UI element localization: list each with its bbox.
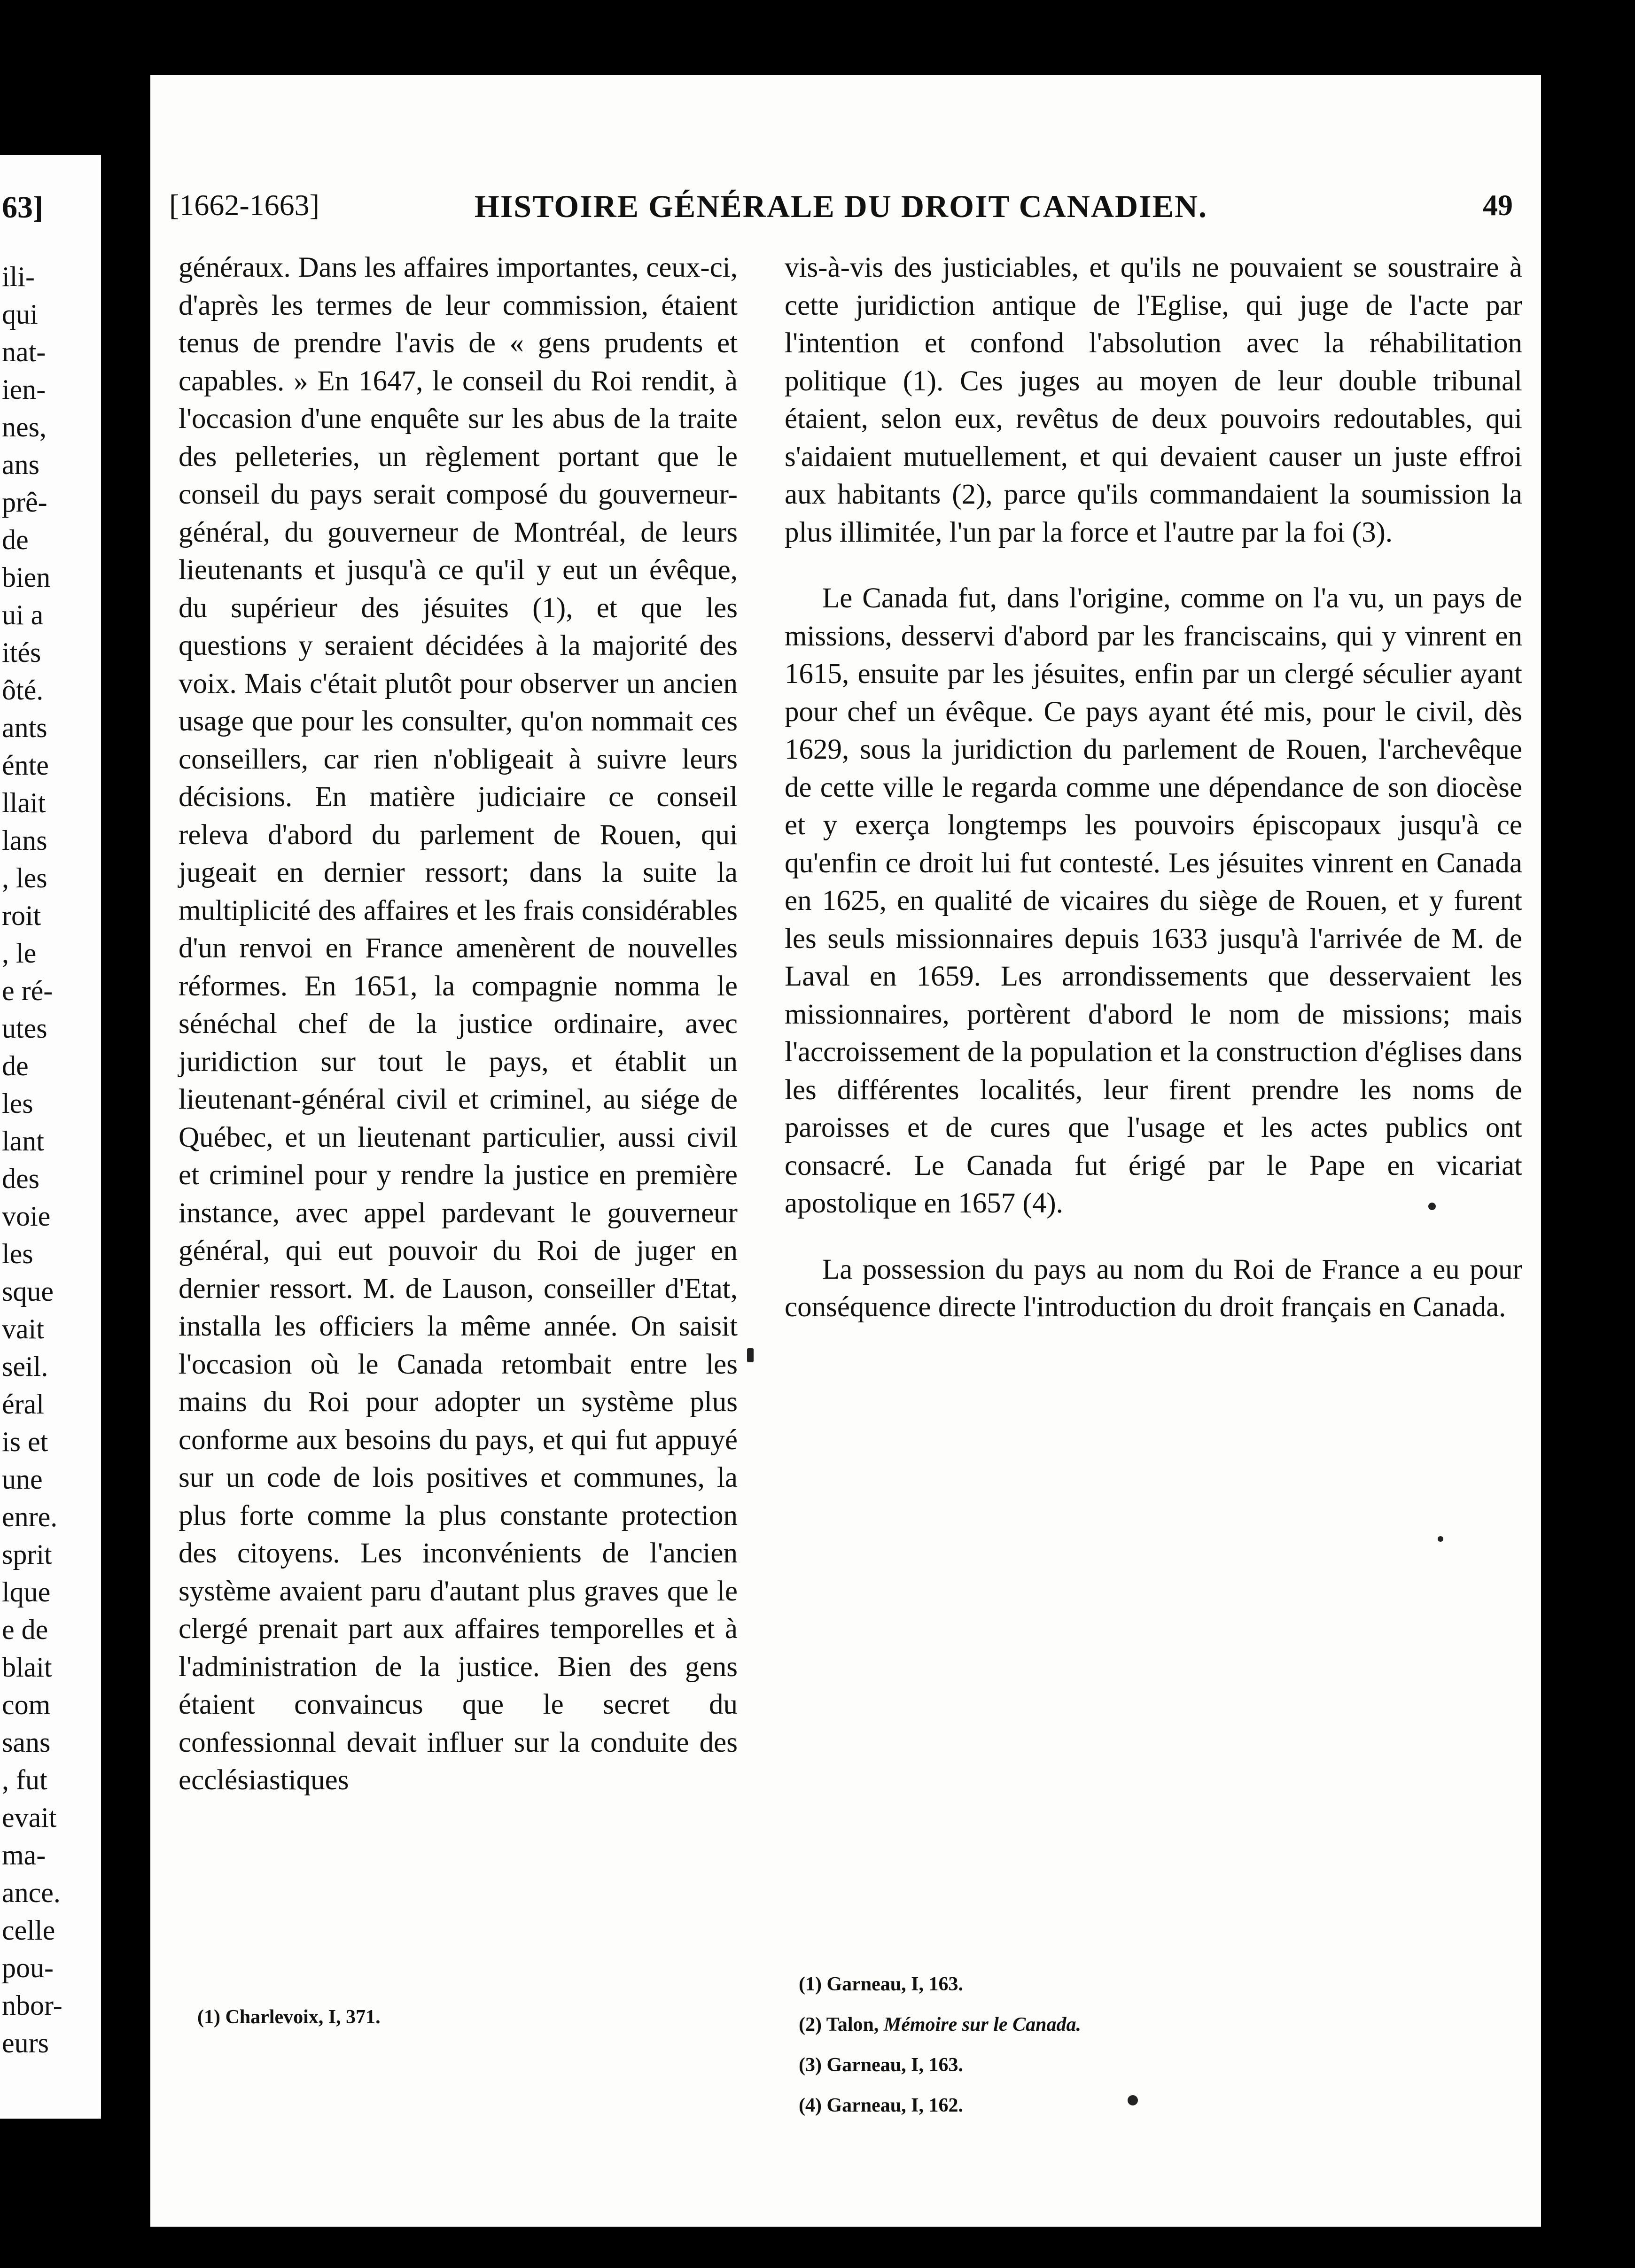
margin-fragment: les bbox=[2, 1088, 33, 1119]
margin-fragment: énte bbox=[2, 750, 49, 781]
margin-fragment: ui a bbox=[2, 599, 44, 630]
margin-fragment: , les bbox=[2, 862, 47, 893]
page-title: HISTOIRE GÉNÉRALE DU DROIT CANADIEN. bbox=[474, 188, 1208, 224]
margin-fragment: nbor- bbox=[2, 1990, 62, 2021]
page-number: 49 bbox=[1483, 188, 1513, 222]
margin-fragment: prê- bbox=[2, 487, 47, 518]
margin-fragment: pou- bbox=[2, 1952, 54, 1983]
body-paragraph: généraux. Dans les affaires importantes, ceux-ci, d'après les termes de leur commission, étaient tenus de prendre l'avis de « gens prudents et capables. » En 1647, le conseil du Roi rendit, à l'occasion d'une enquête sur les abus de la traite des pelleteries, un règlement portant que le conseil du pays serait composé du gouverneur-général, du gouverneur de Montréal, de leurs lieutenants et jusqu'à ce qu'il y eut un évêque, du supérieur des jésuites (1), et que les questions y seraient décidées à la majorité des voix. Mais c'était plutôt pour observer un ancien usage que pour les consulter, qu'on nommait ces conseillers, car rien n'obligeait à suivre leurs décisions. En matière judiciaire ce conseil releva d'abord du parlement de Rouen, qui jugeait en dernier ressort; dans la suite la multiplicité des affaires et les frais considérables d'un renvoi en France amenèrent de nouvelles réformes. En 1651, la compagnie nomma le sénéchal chef de la justice ordinaire, avec juridiction sur tout le pays, et établit un lieutenant-général civil et criminel, au siége de Québec, et un lieutenant particulier, aussi civil et criminel pour y rendre la justice en première instance, avec appel pardevant le gouverneur général, qui eut pouvoir du Roi de juger en dernier ressort. M. de Lauson, conseiller d'Etat, installa les officiers la même année. On saisit l'occasion où le Canada retombait entre les mains du Roi pour adopter un système plus conforme aux besoins du pays, et qui fut appuyé sur un code de lois positives et communes, la plus forte comme la plus constante protection des citoyens. Les inconvénients de l'ancien système avaient paru d'autant plus graves que le clergé prenait part aux affaires temporelles et à l'administration de la justice. Bien des gens étaient convaincus que le secret du confessionnal devait influer sur la conduite des ecclésiastiques bbox=[179, 252, 738, 1796]
margin-fragment: e de bbox=[2, 1614, 48, 1645]
margin-fragment: lant bbox=[2, 1126, 44, 1157]
footnote bbox=[799, 2013, 1081, 2054]
margin-fragment: is et bbox=[2, 1426, 48, 1457]
margin-fragment: nes, bbox=[2, 412, 47, 443]
footnote-title: Mémoire sur le Canada. bbox=[883, 2014, 1081, 2035]
margin-fragment: vait bbox=[2, 1313, 44, 1344]
margin-fragment: des bbox=[2, 1163, 39, 1194]
margin-fragment: ôté. bbox=[2, 675, 44, 706]
left-column bbox=[179, 249, 738, 1800]
margin-fragment: blait bbox=[2, 1652, 52, 1683]
body-paragraph: La possession du pays au nom du Roi de France a eu pour conséquence directe l'introduction du droit français en Canada. bbox=[785, 1253, 1522, 1323]
body-paragraph: vis-à-vis des justiciables, et qu'ils ne pouvaient se soustraire à cette juridiction antique de l'Eglise, qui juge de l'acte par l'intention et confond l'absolution avec la réhabilitation politique (1). Ces juges au moyen de leur double tribunal étaient, selon eux, revêtus de deux pouvoirs redoutables, qui s'aidaient mutuellement, et qui devaient causer un juste effroi aux habitants (2), parce qu'ils commandaient la soumission la plus illimitée, l'un par la force et l'autre par la foi (3). bbox=[785, 252, 1522, 548]
ink-speck bbox=[747, 1348, 754, 1362]
margin-fragment: ien- bbox=[2, 374, 46, 405]
body-paragraph: Le Canada fut, dans l'origine, comme on l'a vu, un pays de missions, desservi d'abord par les franciscains, qui y vinrent en 1615, ensuite par les jésuites, enfin par un clergé séculier ayant pour chef un évêque. Ce pays ayant été mis, pour le civil, dès 1629, sous la juridiction du parlement de Rouen, l'archevêque de cette ville le regarda comme une dépendance de son diocèse et y exerça longtemps les pouvoirs épiscopaux jusqu'à ce qu'enfin ce droit lui fut contesté. Les jésuites vinrent en Canada en 1625, en qualité de vicaires du siège de Rouen, et y furent les seuls missionnaires depuis 1633 jusqu'à l'arrivée de M. de Laval en 1659. Les arrondissements que desservaient les missionnaires, portèrent d'abord le nom de missions; mais l'accroissement de la population et la construction d'églises dans les différentes localités, leur firent prendre les noms de paroisses et de cures que l'usage et les actes publics ont consacré. Le Canada fut érigé par le Pape en vicariat apostolique en 1657 (4). bbox=[785, 583, 1522, 1219]
margin-fragment: ance. bbox=[2, 1877, 61, 1908]
ink-speck bbox=[1428, 1203, 1436, 1210]
footnote-label: (2) Talon, bbox=[799, 2014, 884, 2035]
adjacent-page-fragment bbox=[0, 155, 101, 2119]
margin-fragment: ma- bbox=[2, 1840, 46, 1871]
margin-fragment: com bbox=[2, 1689, 51, 1720]
margin-fragment: evait bbox=[2, 1802, 57, 1833]
margin-fragment: qui bbox=[2, 299, 38, 330]
margin-fragment: ili- bbox=[2, 261, 35, 292]
margin-fragment: sprit bbox=[2, 1539, 52, 1570]
margin-fragment: eurs bbox=[2, 2027, 49, 2058]
margin-fragment: sque bbox=[2, 1276, 54, 1307]
margin-fragment: roit bbox=[2, 900, 41, 931]
running-header bbox=[169, 188, 1513, 240]
margin-fragment: ants bbox=[2, 712, 47, 743]
margin-fragment: voie bbox=[2, 1201, 51, 1232]
margin-fragment: éral bbox=[2, 1389, 44, 1420]
margin-fragment: , fut bbox=[2, 1764, 47, 1795]
margin-fragment: de bbox=[2, 524, 29, 555]
ink-speck bbox=[1128, 2095, 1138, 2105]
footnote: (1) Charlevoix, I, 371. bbox=[197, 2006, 381, 2028]
footnote: (3) Garneau, I, 163. bbox=[799, 2054, 963, 2076]
margin-fragment: bien bbox=[2, 562, 51, 593]
margin-fragment: utes bbox=[2, 1013, 47, 1044]
footnote: (4) Garneau, I, 162. bbox=[799, 2095, 963, 2116]
ink-speck bbox=[1438, 1536, 1443, 1542]
margin-fragment: sans bbox=[2, 1727, 51, 1758]
margin-fragment: llait bbox=[2, 787, 46, 818]
margin-fragment: ans bbox=[2, 449, 39, 480]
margin-fragment: seil. bbox=[2, 1351, 48, 1382]
margin-fragment: lque bbox=[2, 1577, 51, 1608]
margin-fragment: e ré- bbox=[2, 975, 53, 1006]
margin-fragment: celle bbox=[2, 1915, 55, 1946]
margin-fragment: nat- bbox=[2, 336, 46, 367]
margin-fragment: une bbox=[2, 1464, 43, 1495]
footnote: (1) Garneau, I, 163. bbox=[799, 1973, 963, 1995]
margin-fragment: enre. bbox=[2, 1501, 58, 1532]
date-range: [1662-1663] bbox=[169, 188, 319, 222]
margin-fragment: , le bbox=[2, 938, 37, 969]
margin-fragment: les bbox=[2, 1238, 33, 1269]
margin-fragment: lans bbox=[2, 825, 47, 856]
margin-fragment: ités bbox=[2, 637, 41, 668]
margin-fragment: 63] bbox=[2, 190, 43, 225]
margin-fragment: de bbox=[2, 1050, 29, 1081]
right-column bbox=[785, 249, 1522, 1327]
book-page bbox=[150, 75, 1541, 2227]
footnotes bbox=[799, 1973, 1081, 2135]
